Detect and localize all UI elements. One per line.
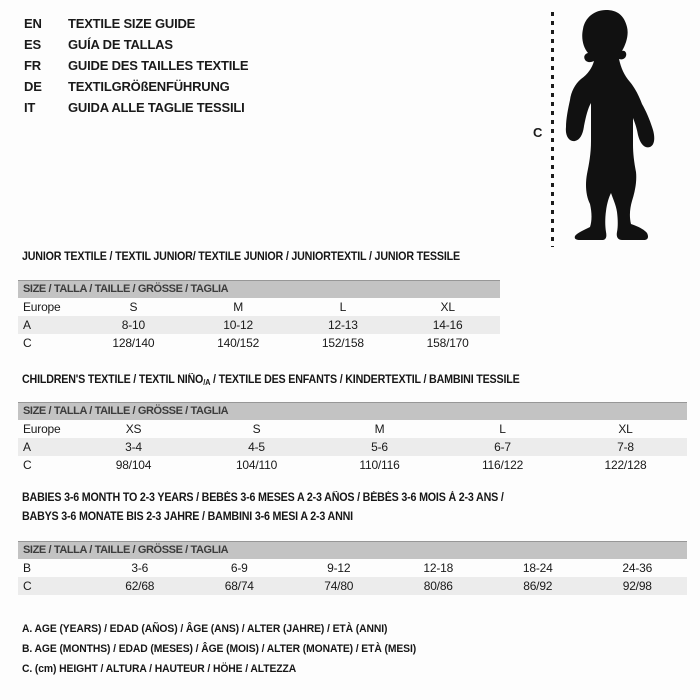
- language-row-de: [24, 76, 248, 97]
- size-value-cell: 140/152: [217, 336, 260, 350]
- size-value-cell: 152/158: [321, 336, 364, 350]
- size-header-bar: SIZE / TALLA / TAILLE / GRÖSSE / TAGLIA: [18, 542, 687, 560]
- size-value-cell: 5-6: [318, 438, 441, 456]
- row-label-cell: Europe: [23, 422, 61, 436]
- size-value-cell: M: [374, 422, 385, 436]
- size-value-cell: 14-16: [395, 316, 500, 334]
- language-code: EN: [24, 16, 42, 31]
- size-value-cell: 122/128: [604, 458, 647, 472]
- junior-table-title: JUNIOR TEXTILE / TEXTIL JUNIOR/ TEXTILE JUNIOR / JUNIORTEXTIL / JUNIOR TESSILE: [22, 251, 460, 263]
- size-value-cell: 116/122: [481, 458, 524, 472]
- size-value-cell: 4-5: [195, 438, 318, 456]
- size-value-cell: 24-36: [622, 561, 653, 575]
- size-value-cell: 74/80: [289, 577, 389, 595]
- language-label: GUIDA ALLE TAGLIE TESSILI: [68, 100, 245, 115]
- size-value-cell: M: [233, 300, 244, 314]
- size-value-cell: 7-8: [564, 438, 687, 456]
- size-value-cell: 10-12: [186, 316, 291, 334]
- children-title-sub: /A: [203, 378, 211, 387]
- footnote-a: A. AGE (YEARS) / EDAD (AÑOS) / ÂGE (ANS) / ALTER (JAHRE) / ETÀ (ANNI): [22, 623, 388, 635]
- size-value-cell: XL: [618, 422, 633, 436]
- row-label-cell: B: [23, 561, 31, 575]
- row-label-cell: Europe: [23, 300, 61, 314]
- language-code: ES: [24, 37, 41, 52]
- language-list: [24, 13, 248, 118]
- size-value-cell: 128/140: [112, 336, 155, 350]
- size-header-row: [18, 542, 687, 560]
- babies-table-title: [22, 492, 504, 524]
- table-row-age: [18, 438, 687, 456]
- row-label-cell: A: [18, 438, 72, 456]
- size-value-cell: L: [339, 300, 347, 314]
- row-label-cell: C: [18, 577, 90, 595]
- babies-title-line1: BABIES 3-6 MONTH TO 2-3 YEARS / BEBÉS 3-6 MESES A 2-3 AÑOS / BÉBÉS 3-6 MOIS À 2-3 ANS /: [22, 492, 504, 504]
- language-row-it: [24, 97, 248, 118]
- row-label-cell: C: [23, 336, 32, 350]
- size-value-cell: 80/86: [389, 577, 489, 595]
- children-title-pre: CHILDREN'S TEXTILE / TEXTIL NIÑO: [22, 374, 204, 386]
- size-value-cell: 110/116: [359, 458, 400, 472]
- size-value-cell: 104/110: [235, 458, 278, 472]
- language-label: TEXTILGRÖßENFÜHRUNG: [68, 79, 230, 94]
- children-table-title: [22, 374, 520, 389]
- size-header-row: [18, 403, 687, 421]
- row-label-cell: A: [18, 316, 81, 334]
- table-row-age: [18, 316, 500, 334]
- size-value-cell: XL: [440, 300, 455, 314]
- size-value-cell: 12-13: [291, 316, 396, 334]
- baby-silhouette-icon: [562, 8, 664, 240]
- size-value-cell: 12-18: [423, 561, 454, 575]
- junior-size-table: [18, 280, 500, 352]
- babies-size-table: [18, 541, 687, 595]
- footnote-c: C. (cm) HEIGHT / ALTURA / HAUTEUR / HÖHE / ALTEZZA: [22, 663, 297, 675]
- language-row-fr: [24, 55, 248, 76]
- size-header-bar: SIZE / TALLA / TAILLE / GRÖSSE / TAGLIA: [18, 281, 500, 299]
- table-row-height: [18, 456, 687, 474]
- size-value-cell: 92/98: [588, 577, 688, 595]
- language-code: FR: [24, 58, 41, 73]
- size-value-cell: 158/170: [426, 336, 469, 350]
- height-measure-label: C: [533, 125, 543, 140]
- children-title-post: / TEXTILE DES ENFANTS / KINDERTEXTIL / BAMBINI TESSILE: [210, 374, 520, 386]
- footnotes: [22, 619, 441, 679]
- babies-title-line2: BABYS 3-6 MONATE BIS 2-3 JAHRE / BAMBINI 3-6 MESI A 2-3 ANNI: [22, 511, 353, 523]
- size-value-cell: 3-6: [131, 561, 149, 575]
- size-value-cell: 86/92: [488, 577, 588, 595]
- size-value-cell: 62/68: [90, 577, 190, 595]
- size-value-cell: 6-7: [441, 438, 564, 456]
- height-measure-dashed-line: [551, 12, 554, 247]
- table-row-height: [18, 334, 500, 352]
- language-code: DE: [24, 79, 42, 94]
- language-row-en: [24, 13, 248, 34]
- size-value-cell: 18-24: [522, 561, 553, 575]
- table-row-height: [18, 577, 687, 595]
- language-label: GUÍA DE TALLAS: [68, 37, 173, 52]
- size-value-cell: S: [252, 422, 261, 436]
- size-value-cell: 6-9: [230, 561, 248, 575]
- footnote-b: B. AGE (MONTHS) / EDAD (MESES) / ÂGE (MOIS) / ALTER (MONATE) / ETÀ (MESI): [22, 643, 417, 655]
- language-label: TEXTILE SIZE GUIDE: [68, 16, 196, 31]
- size-value-cell: XS: [125, 422, 142, 436]
- size-value-cell: 3-4: [72, 438, 195, 456]
- size-value-cell: 9-12: [327, 561, 351, 575]
- table-row-europe: [18, 420, 687, 438]
- size-value-cell: S: [129, 300, 138, 314]
- language-row-es: [24, 34, 248, 55]
- row-label-cell: C: [23, 458, 32, 472]
- size-header-row: [18, 281, 500, 299]
- language-label: GUIDE DES TAILLES TEXTILE: [68, 58, 249, 73]
- size-value-cell: 8-10: [81, 316, 186, 334]
- table-row-europe: [18, 298, 500, 316]
- language-code: IT: [24, 100, 36, 115]
- children-size-table: [18, 402, 687, 474]
- size-value-cell: 98/104: [115, 458, 152, 472]
- size-value-cell: 68/74: [190, 577, 290, 595]
- size-header-bar: SIZE / TALLA / TAILLE / GRÖSSE / TAGLIA: [18, 403, 687, 421]
- size-value-cell: L: [499, 422, 506, 436]
- table-row-months: [18, 559, 687, 577]
